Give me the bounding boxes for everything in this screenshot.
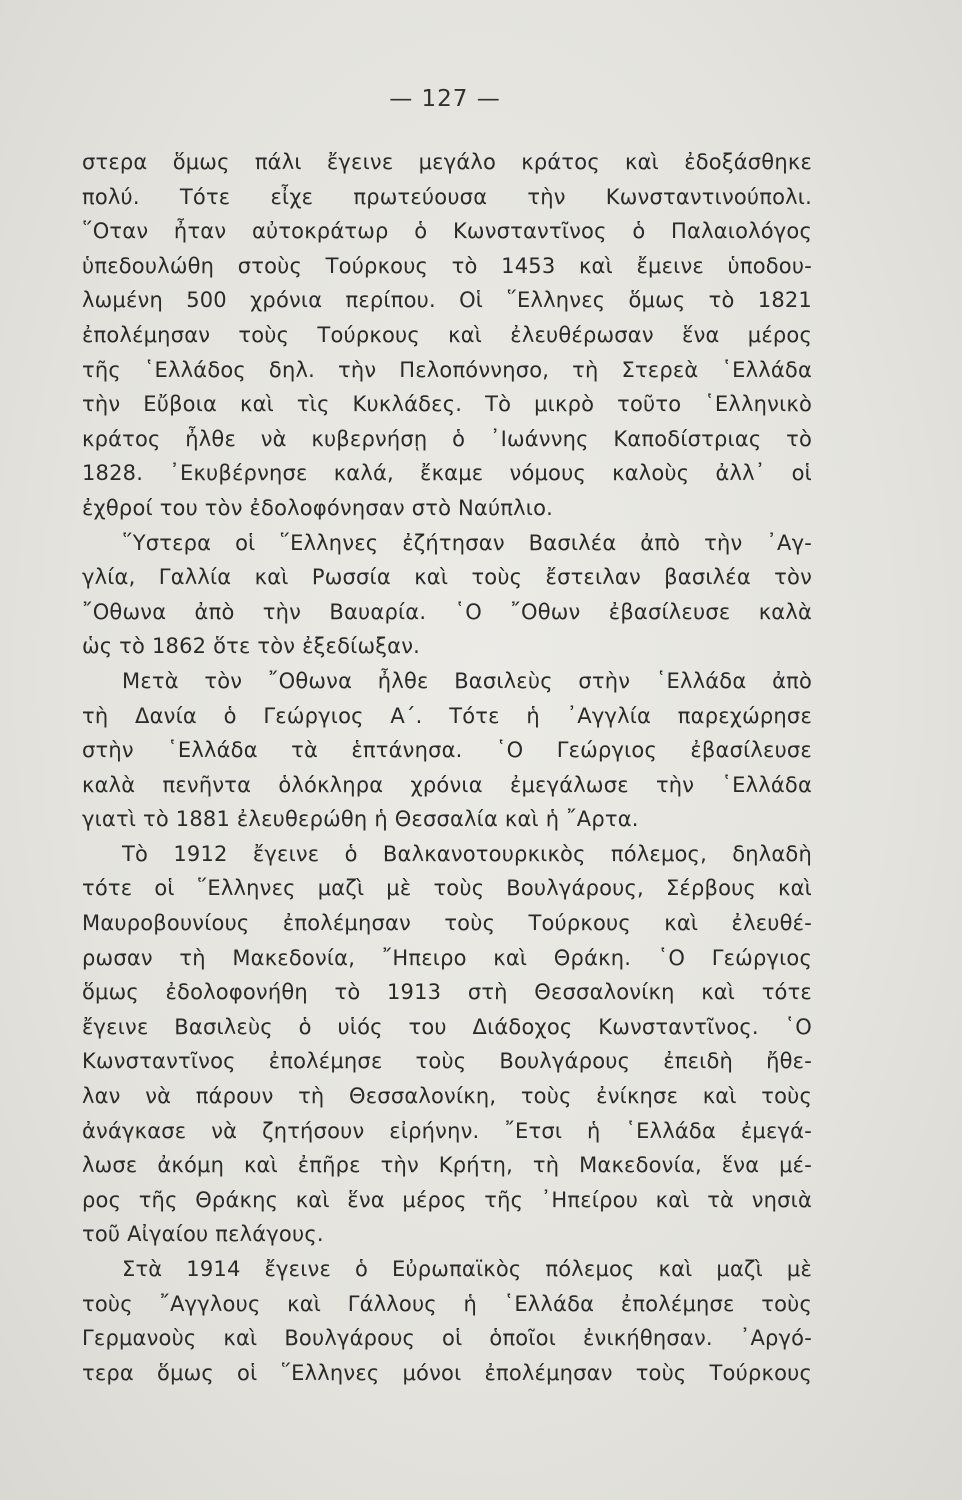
text-line: τότε οἱ ῞Ελληνες μαζὶ μὲ τοὺς Βουλγάρους, Σέρβους καὶ	[82, 876, 812, 901]
page-number: — 127 —	[389, 86, 501, 112]
text-line: 1828. ᾿Εκυβέρνησε καλά, ἔκαμε νόμους καλοὺς ἀλλ᾿ οἱ	[82, 461, 812, 486]
text-line: κράτος ἦλθε νὰ κυβερνήσῃ ὁ ᾿Ιωάννης Καποδίστριας τὸ	[82, 426, 812, 451]
text-line: ὅμως ἐδολοφονήθη τὸ 1913 στὴ Θεσσαλονίκη καὶ τότε	[82, 980, 812, 1005]
text-line: τὴν Εὔβοια καὶ τὶς Κυκλάδες. Τὸ μικρὸ τοῦτο ῾Ελληνικὸ	[82, 392, 812, 417]
text-line: τὴ Δανία ὁ Γεώργιος Α΄. Τότε ἡ ᾿Αγγλία παρεχώρησε	[82, 703, 812, 728]
text-line: ῞Οταν ἦταν αὐτοκράτωρ ὁ Κωνσταντῖνος ὁ Παλαιολόγος	[82, 219, 812, 244]
text-line: ὑπεδουλώθη στοὺς Τούρκους τὸ 1453 καὶ ἔμεινε ὑποδου-	[82, 253, 812, 278]
text-line: τερα ὅμως οἱ ῞Ελληνες μόνοι ἐπολέμησαν τοὺς Τούρκους	[82, 1360, 812, 1385]
text-line: ἔγεινε Βασιλεὺς ὁ υἱός του Διάδοχος Κωνσταντῖνος. ῾Ο	[82, 1014, 812, 1039]
text-line: λωμένη 500 χρόνια περίπου. Οἱ ῞Ελληνες ὅμως τὸ 1821	[82, 288, 812, 313]
text-line: Γερμανοὺς καὶ Βουλγάρους οἱ ὁποῖοι ἐνικήθησαν. ᾿Αργό-	[82, 1326, 812, 1351]
text-line: ρος τῆς Θράκης καὶ ἕνα μέρος τῆς ᾿Ηπείρου καὶ τὰ νησιὰ	[82, 1187, 812, 1212]
text-line: στερα ὅμως πάλι ἔγεινε μεγάλο κράτος καὶ ἐδοξάσθηκε	[82, 150, 812, 174]
text-line: γλία, Γαλλία καὶ Ρωσσία καὶ τοὺς ἔστειλαν βασιλέα τὸν	[82, 565, 812, 590]
paragraph-first-line: Μετὰ τὸν ῎Οθωνα ἦλθε Βασιλεὺς στὴν ῾Ελλάδα ἀπὸ	[122, 668, 812, 693]
text-line: ἀνάγκασε νὰ ζητήσουν εἰρήνην. ῎Ετσι ἡ ῾Ελλάδα ἐμεγά-	[82, 1118, 812, 1143]
text-line: λωσε ἀκόμη καὶ ἐπῆρε τὴν Κρήτη, τὴ Μακεδονία, ἕνα μέ-	[82, 1153, 812, 1178]
text-line: ῎Οθωνα ἀπὸ τὴν Βαυαρία. ῾Ο ῎Οθων ἐβασίλευσε καλὰ	[82, 599, 812, 624]
paragraph-first-line: ῞Υστερα οἱ ῞Ελληνες ἐζήτησαν Βασιλέα ἀπὸ τὴν ᾿Αγ-	[122, 530, 812, 555]
text-line: πολύ. Τότε εἶχε πρωτεύουσα τὴν Κωνσταντινούπολι.	[82, 184, 812, 209]
body-text	[82, 145, 812, 1390]
text-line: Μαυροβουνίους ἐπολέμησαν τοὺς Τούρκους καὶ ἐλευθέ-	[82, 911, 812, 936]
paragraph-first-line: Τὸ 1912 ἔγεινε ὁ Βαλκανοτουρκικὸς πόλεμος, δηλαδὴ	[122, 841, 812, 866]
text-line: τοῦ Αἰγαίου πελάγους.	[82, 1222, 324, 1247]
text-line: στὴν ῾Ελλάδα τὰ ἑπτάνησα. ῾Ο Γεώργιος ἐβασίλευσε	[82, 738, 812, 763]
text-line: τῆς ῾Ελλάδος δηλ. τὴν Πελοπόννησο, τὴ Στερεὰ ῾Ελλάδα	[82, 357, 812, 382]
text-line: ἐχθροί του τὸν ἐδολοφόνησαν στὸ Ναύπλιο.	[82, 495, 554, 520]
text-line: ρωσαν τὴ Μακεδονία, ῎Ηπειρο καὶ Θράκη. ῾Ο Γεώργιος	[82, 945, 812, 970]
text-line: Κωνσταντῖνος ἐπολέμησε τοὺς Βουλγάρους ἐπειδὴ ἤθε-	[82, 1049, 812, 1074]
text-line: καλὰ πενῆντα ὁλόκληρα χρόνια ἐμεγάλωσε τὴν ῾Ελλάδα	[82, 772, 812, 797]
text-line: ἐπολέμησαν τοὺς Τούρκους καὶ ἐλευθέρωσαν ἕνα μέρος	[82, 322, 812, 347]
text-line: γιατὶ τὸ 1881 ἐλευθερώθη ἡ Θεσσαλία καὶ ἡ ῎Αρτα.	[82, 807, 639, 832]
text-line: λαν νὰ πάρουν τὴ Θεσσαλονίκη, τοὺς ἐνίκησε καὶ τοὺς	[82, 1084, 812, 1109]
paragraph-first-line: Στὰ 1914 ἔγεινε ὁ Εὐρωπαϊκὸς πόλεμος καὶ μαζὶ μὲ	[122, 1257, 812, 1281]
text-line: ὡς τὸ 1862 ὅτε τὸν ἐξεδίωξαν.	[82, 634, 420, 659]
text-line: τοὺς ῎Αγγλους καὶ Γάλλους ἡ ῾Ελλάδα ἐπολέμησε τοὺς	[82, 1291, 812, 1316]
